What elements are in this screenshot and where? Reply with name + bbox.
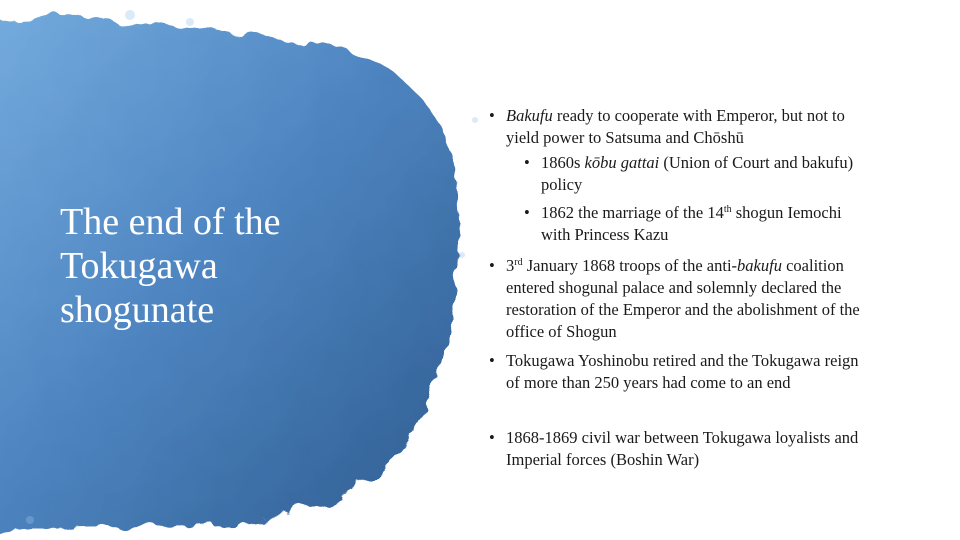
bullet-text-pre: 1862 the marriage of the 14 bbox=[541, 203, 724, 222]
superscript: th bbox=[723, 204, 732, 215]
bullet-dot: • bbox=[489, 428, 495, 447]
bullet-dot: • bbox=[524, 203, 530, 222]
bullet-text-pre: 3 bbox=[506, 256, 515, 275]
bullet-yoshinobu-retired bbox=[489, 350, 876, 394]
bakufu-italic: bakufu bbox=[737, 256, 782, 275]
bullet-dot: • bbox=[489, 256, 495, 275]
bullet-dot: • bbox=[524, 153, 530, 172]
superscript: rd bbox=[514, 257, 523, 268]
slide-title: The end of the Tokugawa shogunate bbox=[60, 201, 281, 331]
bullet-text: 1868-1869 civil war between Tokugawa loyalists and Imperial forces (Boshin War) bbox=[506, 428, 859, 469]
bullet-text: ready to cooperate with Emperor, but not to yield power to Satsuma and Chōshū bbox=[506, 106, 845, 147]
bullet-text: Tokugawa Yoshinobu retired and the Tokugawa reign of more than 250 years had come to an end bbox=[506, 351, 859, 392]
bullet-1862-marriage bbox=[524, 202, 861, 246]
bullet-dot: • bbox=[489, 351, 495, 370]
bullet-dot: • bbox=[489, 106, 495, 125]
bullet-boshin-war bbox=[489, 427, 876, 471]
bullet-text-pre: 1860s bbox=[541, 153, 585, 172]
bullet-text-post: (Union of Court and bakufu) policy bbox=[541, 153, 854, 194]
bullet-bakufu-ready bbox=[489, 105, 876, 149]
bullet-text-post: coalition entered shogunal palace and solemnly declared the restoration of the Emperor and the abolishment of the office of Shogun bbox=[506, 256, 860, 341]
bullet-text-post: shogun Iemochi with Princess Kazu bbox=[541, 203, 842, 244]
bakufu-italic: Bakufu bbox=[506, 106, 553, 125]
bullet-kobu-gattai bbox=[524, 152, 861, 196]
bullet-text-mid: January 1868 troops of the anti- bbox=[522, 256, 738, 275]
bullet-january-1868 bbox=[489, 255, 896, 343]
kobu-gattai-italic: kōbu gattai bbox=[584, 153, 660, 172]
